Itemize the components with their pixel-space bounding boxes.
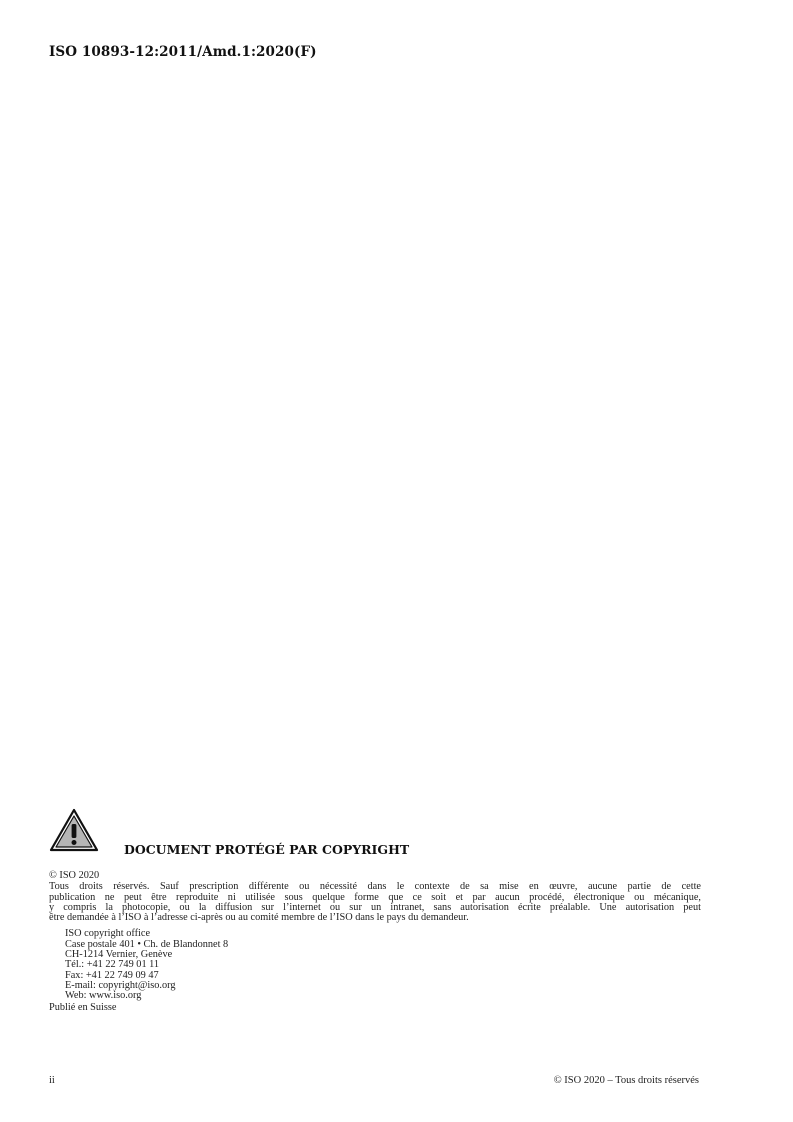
- warning-triangle-icon: [49, 808, 99, 852]
- published-in: Publié en Suisse: [49, 1001, 117, 1013]
- postal-address: Case postale 401 • Ch. de Blandonnet 8: [65, 938, 229, 950]
- copyright-year: © ISO 2020: [49, 870, 100, 881]
- document-reference: ISO 10893-12:2011/Amd.1:2020(F): [49, 44, 317, 60]
- page-number: ii: [49, 1075, 55, 1086]
- legal-line: publication ne peut être reproduite ni utilisée sous quelque forme que ce soit et par aucun procédé, électronique ou mécanique,: [49, 891, 701, 903]
- phone: Tél.: +41 22 749 01 11: [65, 959, 160, 971]
- website: Web: www.iso.org: [65, 990, 142, 1002]
- email: E-mail: copyright@iso.org: [65, 979, 176, 991]
- fax: Fax: +41 22 749 09 47: [65, 969, 159, 981]
- legal-line: être demandée à l’ISO à l’adresse ci-après ou au comité membre de l’ISO dans le pays du demandeur.: [49, 912, 469, 924]
- footer-rights: © ISO 2020 – Tous droits réservés: [553, 1075, 699, 1086]
- legal-line: y compris la photocopie, ou la diffusion sur l’internet ou sur un intranet, sans autorisation écrite préalable. Une autorisation peut: [49, 901, 701, 913]
- city: CH-1214 Vernier, Genève: [65, 949, 173, 961]
- office-address: [65, 929, 701, 1001]
- legal-line: Tous droits réservés. Sauf prescription différente ou nécessité dans le contexte de sa mise en œuvre, aucune partie de cette: [49, 881, 701, 893]
- copyright-warning: [49, 808, 709, 858]
- legal-text: [49, 882, 701, 923]
- office-name: ISO copyright office: [65, 928, 151, 940]
- copyright-notice: [49, 871, 701, 1013]
- copyright-title: DOCUMENT PROTÉGÉ PAR COPYRIGHT: [124, 842, 410, 857]
